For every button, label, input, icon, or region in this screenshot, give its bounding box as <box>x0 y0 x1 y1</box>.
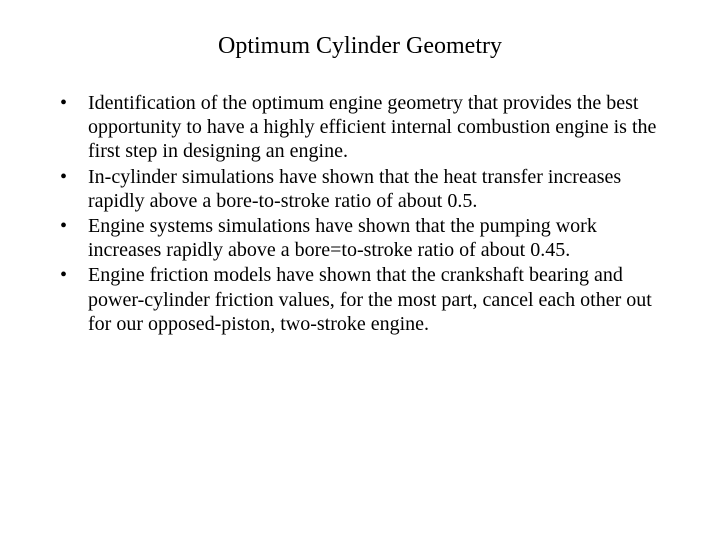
slide-title: Optimum Cylinder Geometry <box>218 33 502 59</box>
bullet-text-1: Identification of the optimum engine geometry that provides the best opportunity to have a highly efficient internal combustion engine is the first step in designing an engine. <box>88 92 657 163</box>
bullet-list <box>60 91 660 337</box>
bullet-text-3: Engine systems simulations have shown that the pumping work increases rapidly above a bore=to-stroke ratio of about 0.45. <box>88 215 597 262</box>
bullet-item-3 <box>60 214 660 262</box>
bullet-text-2: In-cylinder simulations have shown that the heat transfer increases rapidly above a bore-to-stroke ratio of about 0.5. <box>88 165 622 212</box>
bullet-marker-icon: • <box>60 215 68 238</box>
bullet-marker-icon: • <box>60 165 68 188</box>
bullet-item-2 <box>60 165 660 213</box>
bullet-text-4: Engine friction models have shown that the crankshaft bearing and power-cylinder friction values, for the most part, cancel each other out for our opposed-piston, two-stroke engine. <box>88 264 652 335</box>
bullet-item-4 <box>60 263 660 336</box>
bullet-item-1 <box>60 91 660 164</box>
bullet-marker-icon: • <box>60 92 68 114</box>
bullet-marker-icon: • <box>60 264 68 287</box>
